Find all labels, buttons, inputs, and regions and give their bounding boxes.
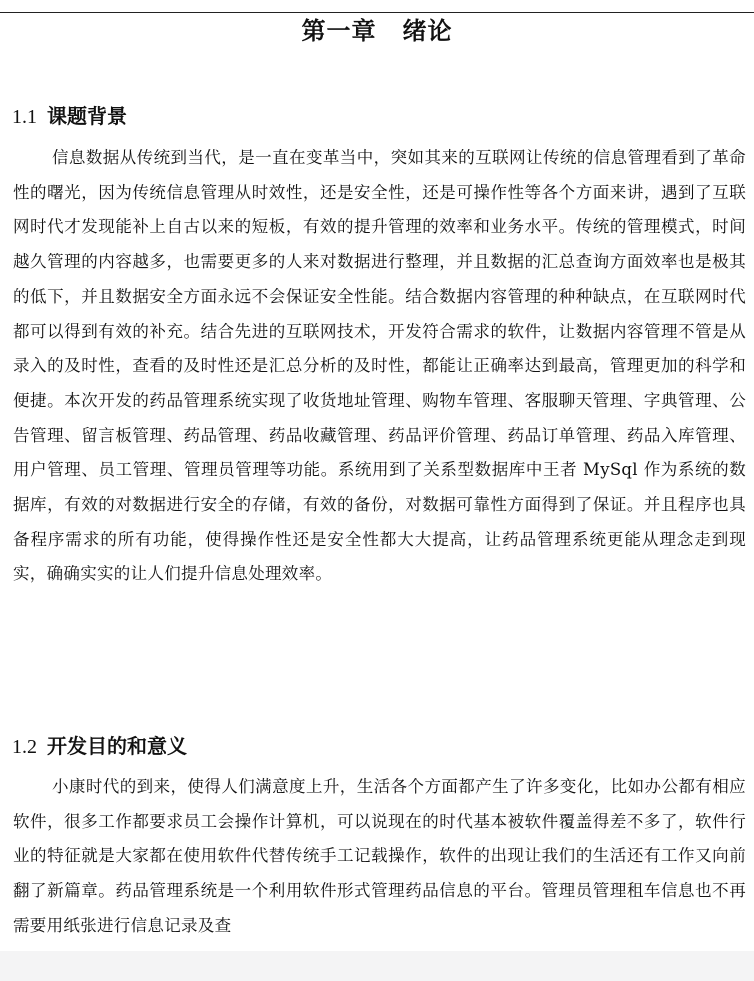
chapter-title-number: 第一章 <box>301 17 377 45</box>
bottom-margin <box>0 951 754 981</box>
paragraph-background: 信息数据从传统到当代，是一直在变革当中，突如其来的互联网让传统的信息管理看到了革命性的曙光，因为传统信息管理从时效性，还是安全性，还是可操作性等各个方面来讲，遇到了互联网时代才发现能补上自古以来的短板，有效的提升管理的效率和业务水平。传统的管理模式，时间越久管理的内容越多，也需要更多的人来对数据进行整理，并且数据的汇总查询方面效率也是极其的低下，并且数据安全方面永远不会保证安全性能。结合数据内容管理的种种缺点，在互联网时代都可以得到有效的补充。结合先进的互联网技术，开发符合需求的软件，让数据内容管理不管是从录入的及时性，查看的及时性还是汇总分析的及时性，都能让正确率达到最高，管理更加的科学和便捷。本次开发的药品管理系统实现了收货地址管理、购物车管理、客服聊天管理、字典管理、公告管理、留言板管理、药品管理、药品收藏管理、药品评价管理、药品订单管理、药品入库管理、用户管理、员工管理、管理员管理等功能。系统用到了关系型数据库中王者 MySql 作为系统的数据库，有效的对数据进行安全的存储，有效的备份，对数据可靠性方面得到了保证。并且程序也具备程序需求的所有功能，使得操作性还是安全性都大大提高，让药品管理系统更能从理念走到现实，确确实实的让人们提升信息处理效率。 <box>13 148 746 584</box>
section-title: 课题背景 <box>47 104 127 128</box>
paragraph-purpose: 小康时代的到来，使得人们满意度上升，生活各个方面都产生了许多变化，比如办公都有相应软件，很多工作都要求员工会操作计算机，可以说现在的时代基本被软件覆盖得差不多了，软件行业的特征就是大家都在使用软件代替传统手工记载操作，软件的出现让我们的生活还有工作又向前翻了新篇章。药品管理系统是一个利用软件形式管理药品信息的平台。管理员管理租车信息也不再需要用纸张进行信息记录及查 <box>13 777 746 935</box>
chapter-title-text: 绪论 <box>402 17 453 45</box>
section-heading-1-1 <box>12 101 127 132</box>
chapter-title <box>0 14 754 48</box>
section-heading-1-2 <box>12 731 187 762</box>
section-number: 1.2 <box>12 736 37 758</box>
section-number: 1.1 <box>12 106 37 128</box>
section-title: 开发目的和意义 <box>47 734 187 758</box>
header-rule <box>0 12 754 13</box>
